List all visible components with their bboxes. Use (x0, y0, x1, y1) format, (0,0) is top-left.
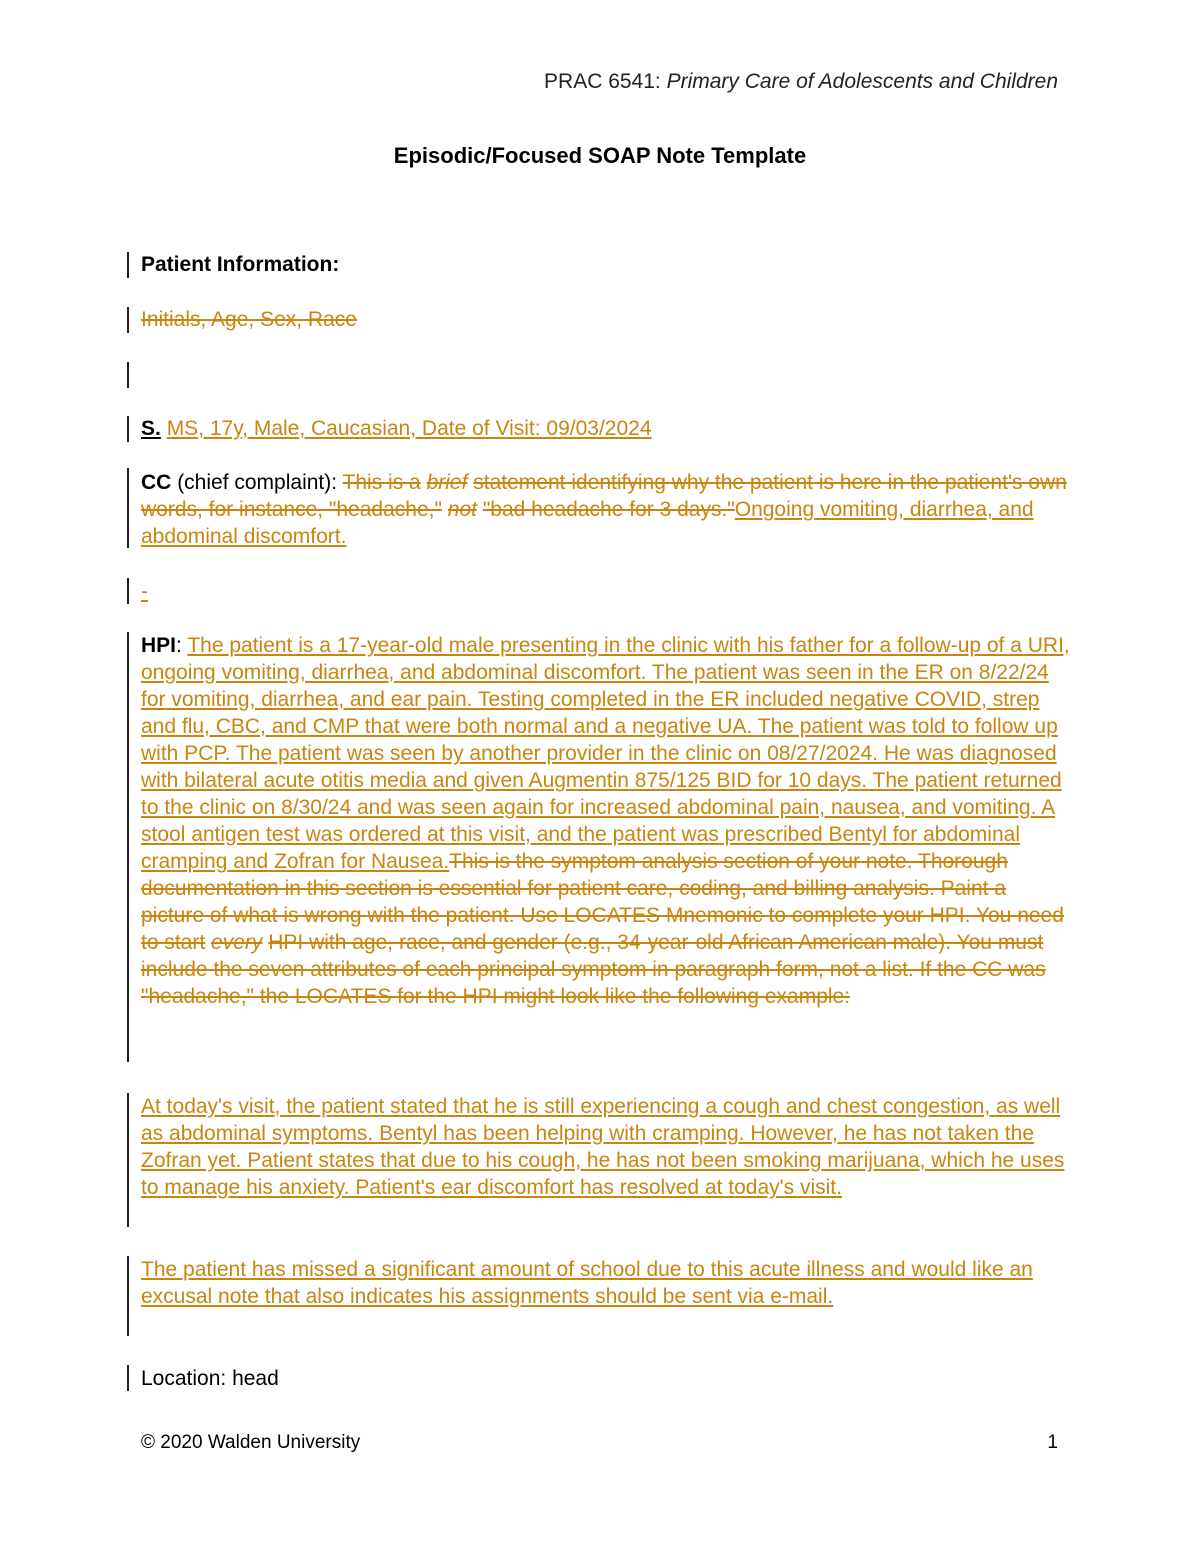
deleted-text: HPI with age, race, and gender (e.g., 34-year-old African American male). You must include the seven attributes of each principal symptom in paragraph form, not a list. If the CC was "headache," the LOCATES for the HPI might look like the following example: (141, 931, 1046, 1008)
school-note-paragraph (141, 1256, 1071, 1310)
inserted-text: The patient is a 17-year-old male presenting in the clinic with his father for a follow-up of a URI, ongoing vomiting, diarrhea, and abdominal discomfort. The patient was seen in the ER on 8/22/24 for vomiting, diarrhea, and ear pain. Testing completed in the ER included negative COVID, strep and flu, CBC, and CMP that were both normal and a negative UA. The patient was told to follow up with PCP. The patient was seen by another provider in the clinic on 08/27/2024. He was diagnosed with bilateral acute otitis media and given Augmentin 875/125 BID for 10 days. The patient returned to the clinic on 8/30/24 and was seen again for increased abdominal pain, nausea, and vomiting. A stool antigen test was ordered at this visit, and the patient was prescribed Bentyl for abdominal cramping and Zofran for Nausea. (141, 634, 1070, 873)
change-bar (127, 1365, 129, 1391)
deleted-text: This is the symptom analysis section of your note. Thorough documentation in this section is essential for patient care, coding, and billing analysis. Paint a picture of what is wrong with the patient. Use LOCATES Mnemonic to complete your HPI. You need to start (141, 850, 1064, 954)
hpi-paragraph: HPI: The patient is a 17-year-old male presenting in the clinic with his father for a follow-up of a URI, ongoing vomiting, diarrhea, and abdominal discomfort. The patient was seen in the ER on 8/22/24 for vomiting, diarrhea, and ear pain. Testing completed in the ER included negative COVID, strep and flu, CBC, and CMP that were both normal and a negative UA. The patient was told to follow up with PCP. The patient was seen by another provider in the clinic on 08/27/2024. He was diagnosed with bilateral acute otitis media and given Augmentin 875/125 BID for 10 days. The patient returned to the clinic on 8/30/24 and was seen again for increased abdominal pain, nausea, and vomiting. A stool antigen test was ordered at this visit, and the patient was prescribed Bentyl for abdominal cramping and Zofran for Nausea.This is the symptom analysis section of your note. Thorough documentation in this section is essential for patient care, coding, and billing analysis. Paint a picture of what is wrong with the patient. Use LOCATES Mnemonic to complete your HPI. You need to start every HPI with age, race, and gender (e.g., 34-year-old African American male). You must include the seven attributes of each principal symptom in paragraph form, not a list. If the CC was "headache," the LOCATES for the HPI might look like the following example: (141, 634, 1070, 1008)
running-header (544, 70, 1058, 94)
deleted-text: statement identifying why the patient is here in the patient's own words, for instance, "headache," (141, 471, 1067, 521)
change-bar (127, 416, 129, 442)
patient-info-placeholder (141, 306, 1071, 333)
inserted-text: Ongoing vomiting, diarrhea, and abdominal discomfort. (141, 498, 1034, 548)
deleted-text: Initials, Age, Sex, Race (141, 308, 357, 331)
change-bar (127, 1256, 129, 1336)
hpi-label: HPI (141, 634, 177, 657)
course-name: Primary Care of Adolescents and Children (666, 70, 1058, 93)
change-bar (127, 632, 129, 1062)
change-bar (127, 252, 129, 278)
location-line: Location: head (141, 1367, 279, 1390)
footer-copyright: © 2020 Walden University (141, 1432, 361, 1453)
deleted-text: not (447, 498, 477, 521)
todays-visit-paragraph (141, 1093, 1071, 1201)
inserted-text: At today's visit, the patient stated that he is still experiencing a cough and chest congestion, as well as abdominal symptoms. Bentyl has been helping with cramping. However, he has not taken the Zofran yet. Patient states that due to his cough, he has not been smoking marijuana, which he uses to manage his anxiety. Patient's ear discomfort has resolved at today's visit. (141, 1095, 1065, 1199)
document-title: Episodic/Focused SOAP Note Template (393, 143, 807, 168)
deleted-text: brief (426, 471, 468, 494)
course-code: PRAC 6541: (544, 70, 661, 93)
patient-info-heading: Patient Information: (141, 253, 340, 276)
inserted-text: MS, 17y, Male, Caucasian, Date of Visit: 09/03/2024 (166, 417, 652, 440)
inserted-text: The patient has missed a significant amount of school due to this acute illness and would like an excusal note that also indicates his assignments should be sent via e-mail. (141, 1258, 1033, 1308)
subjective-label: S. (141, 417, 161, 440)
change-bar (127, 307, 129, 333)
change-bar (127, 468, 129, 548)
cc-label: CC (141, 471, 172, 494)
deleted-text: "bad headache for 3 days." (482, 498, 735, 521)
deleted-text: every (211, 931, 263, 954)
change-bar (127, 578, 129, 604)
page-number: 1 (1047, 1432, 1058, 1453)
change-bar (127, 362, 129, 388)
change-bar (127, 1093, 129, 1227)
subjective-line (141, 415, 1071, 442)
chief-complaint-paragraph (141, 469, 1071, 550)
blank-insert-line (141, 578, 1071, 605)
inserted-text: - (141, 580, 148, 603)
deleted-text: This is a (342, 471, 421, 494)
cc-label-suffix: (chief complaint): (177, 471, 338, 494)
